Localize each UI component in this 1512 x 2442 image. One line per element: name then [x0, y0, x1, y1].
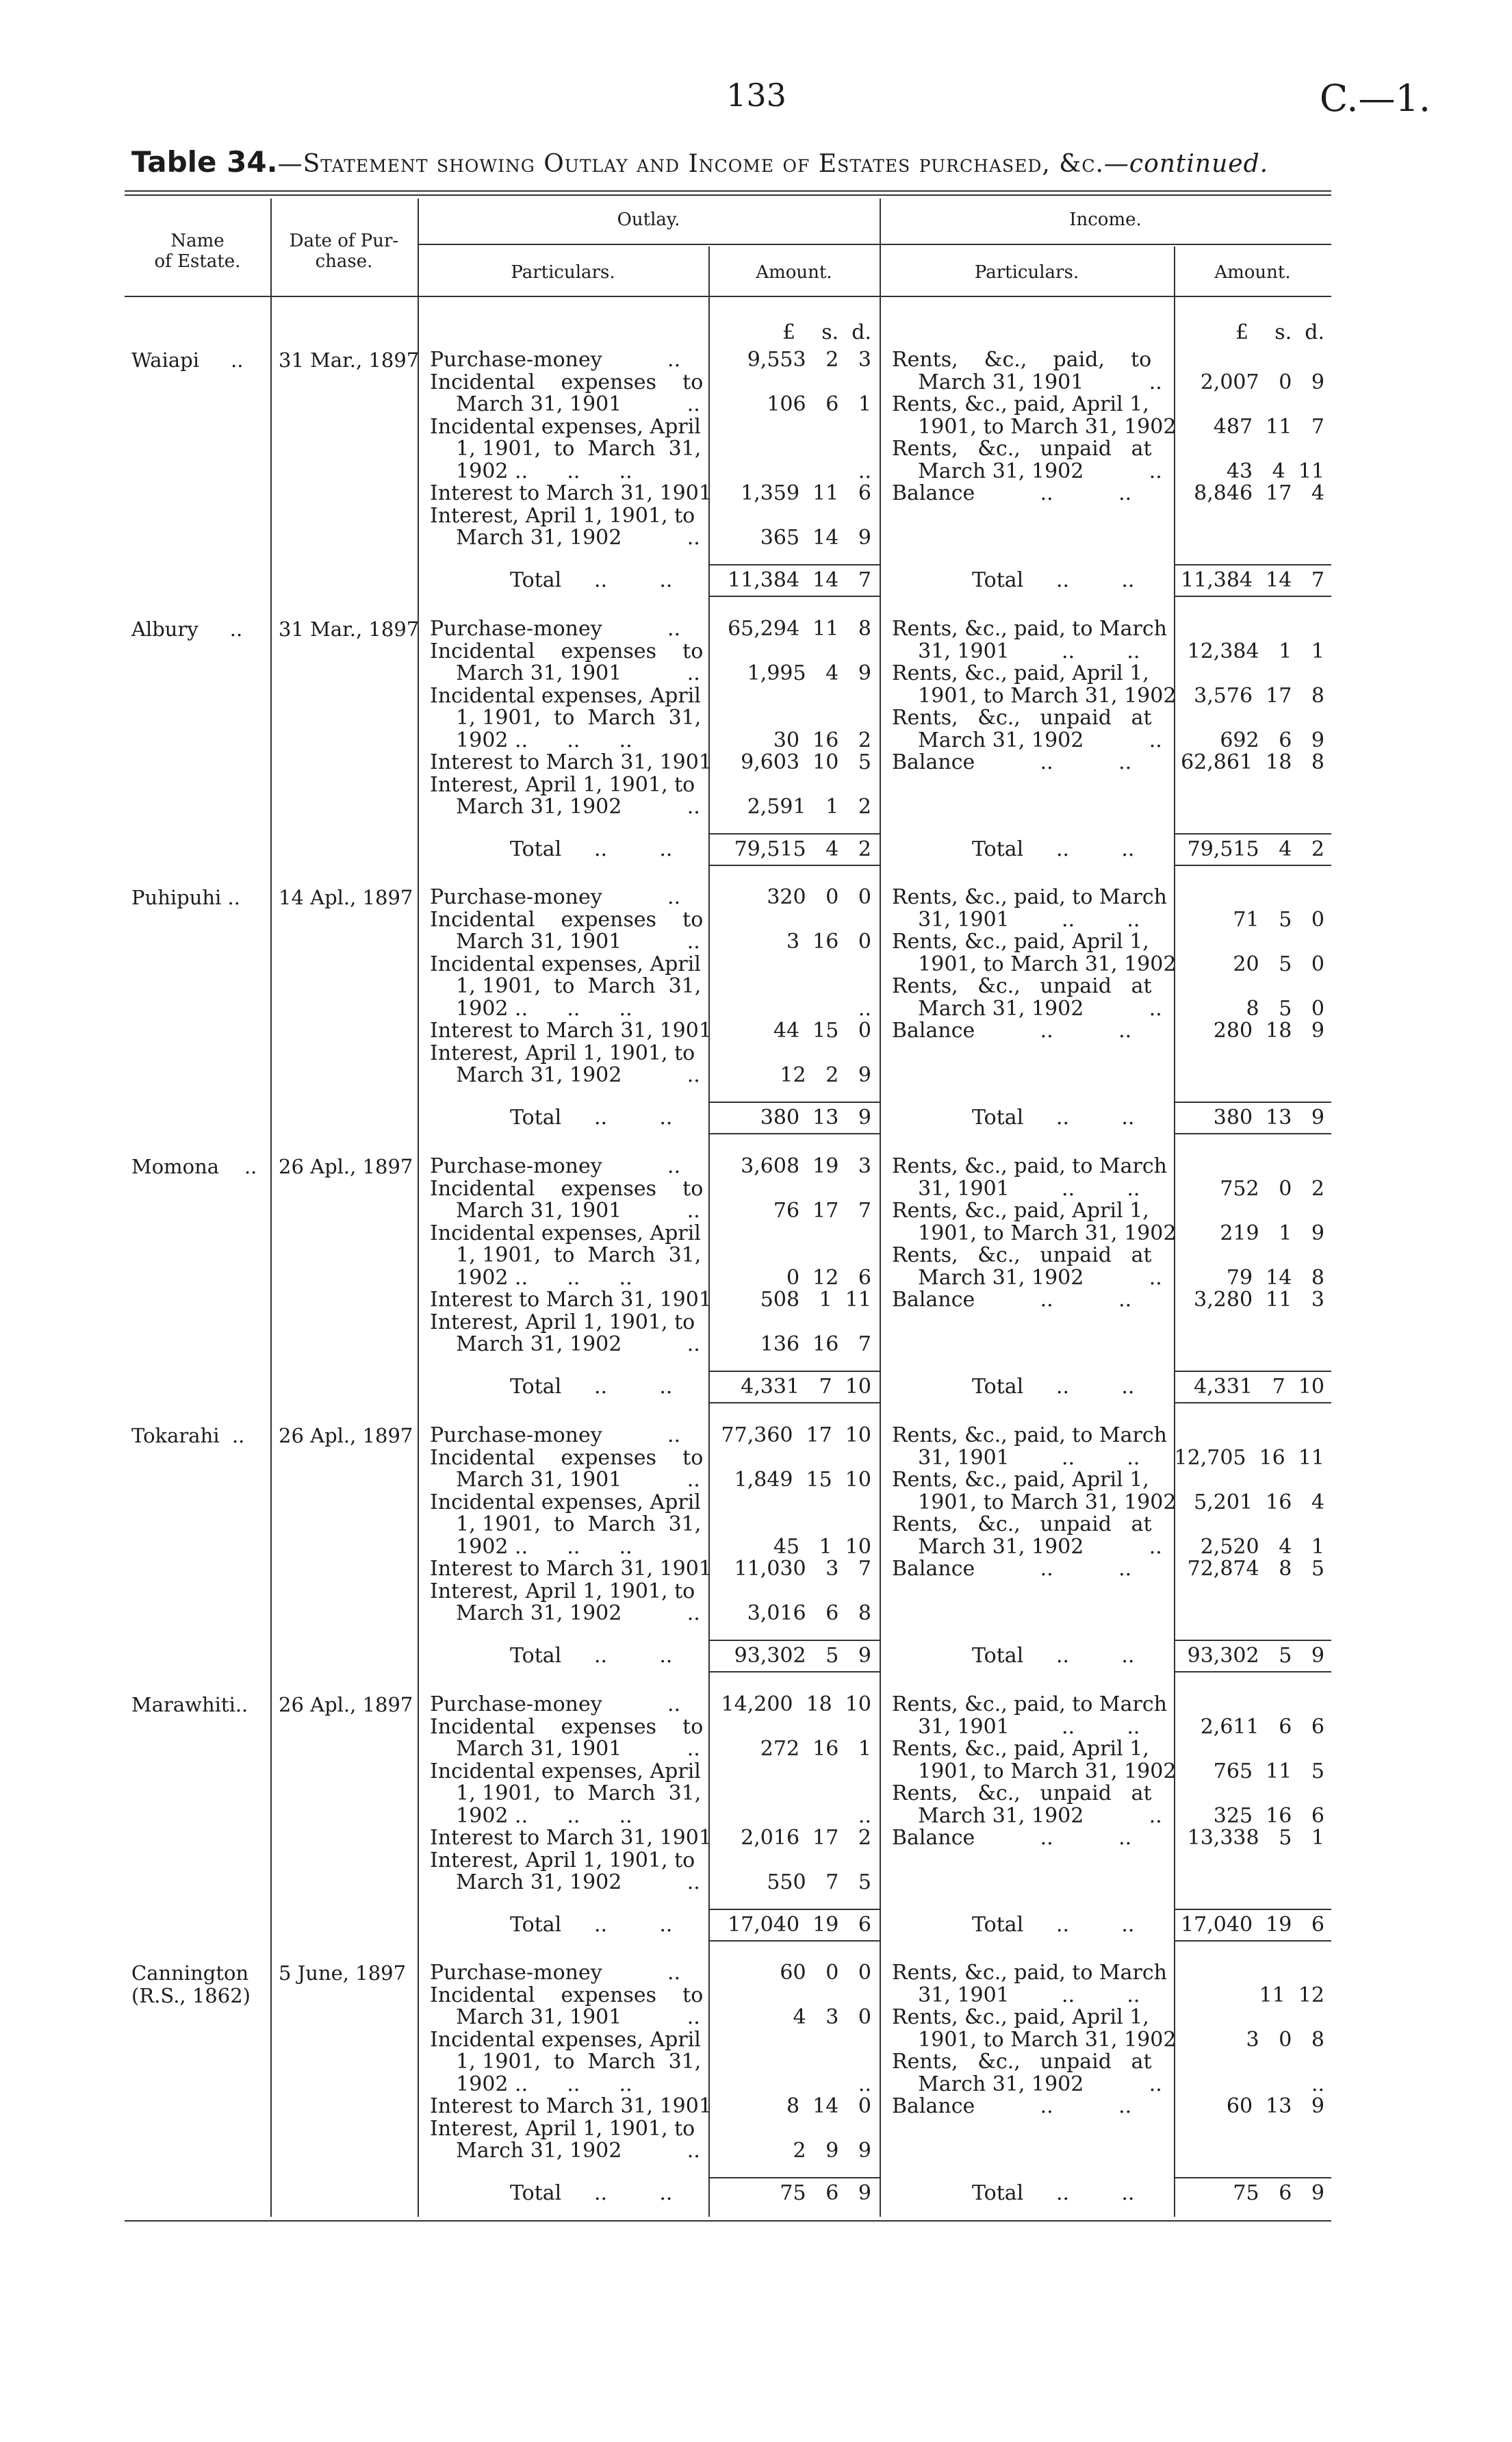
outlay-amount-units: £ s. d. [782, 320, 871, 344]
estate-name: Albury .. [131, 618, 243, 641]
estate-name: Tokarahi .. [131, 1424, 245, 1447]
outlay-amounts: 320 0 0 3 16 0 .. 44 15 0 12 2 9 [767, 885, 871, 1087]
outlay-amounts: 77,360 17 10 1,849 15 10 45 1 10 11,030 3 7 3,016 6 8 [721, 1423, 871, 1625]
table-continued: —continued. [1103, 150, 1269, 178]
table-statement: Statement showing Outlay and Income of Estates purchased, &c. [303, 150, 1104, 178]
income-total-amount: 17,040 19 6 [1181, 1913, 1324, 1937]
header-outlay-amount: Amount. [756, 262, 832, 283]
outlay-total-rule [708, 1371, 880, 1372]
table-title [131, 145, 1268, 179]
header-bottom-rule [125, 296, 1331, 297]
estate-name: Marawhiti.. [131, 1693, 248, 1716]
outlay-total-amount: 17,040 19 6 [728, 1913, 871, 1937]
outlay-total-amount: 380 13 9 [760, 1106, 871, 1130]
outlay-amounts: 9,553 2 3 106 6 1 .. 1,359 11 6 365 14 9 [741, 348, 871, 550]
income-amounts: 11 12 3 0 8 .. 60 13 9 [1226, 1983, 1324, 2118]
outlay-total-amount: 79,515 4 2 [734, 837, 871, 861]
document-reference: C.—1. [1319, 77, 1431, 120]
income-amounts: 12,705 16 11 5,201 16 4 2,520 4 1 72,874 8 5 [1174, 1445, 1324, 1581]
income-total-label: Total .. .. [972, 1375, 1135, 1399]
table-number: Table 34. [131, 145, 278, 179]
income-total-rule [1174, 1640, 1331, 1641]
income-amounts: 752 0 2 219 1 9 79 14 8 3,280 11 3 [1194, 1176, 1324, 1312]
purchase-date: 31 Mar., 1897 [279, 618, 420, 641]
outlay-particulars: Purchase-money .. Incidental expenses to March 31, 1901 .. Incidental expenses, April 1, 1901, to March 31, 1902 .. .. .. Interest to March 31, 1901 Interest, April 1, 1901, to March 31, 1902 .. [430, 348, 712, 550]
page-number: 133 [726, 77, 786, 114]
purchase-date: 26 Apl., 1897 [279, 1424, 413, 1447]
outlay-particulars: Purchase-money .. Incidental expenses to March 31, 1901 .. Incidental expenses, April 1, 1901, to March 31, 1902 .. .. .. Interest to March 31, 1901 Interest, April 1, 1901, to March 31, 1902 .. [430, 1423, 712, 1625]
header-name-of-estate: Name of Estate. [154, 231, 241, 272]
income-total-rule [1174, 1371, 1331, 1372]
estate-name: Waiapi .. [131, 348, 244, 372]
header-date-of-purchase: Date of Pur- chase. [289, 231, 399, 272]
outlay-total-amount: 11,384 14 7 [728, 568, 871, 592]
income-total-amount: 380 13 9 [1213, 1106, 1324, 1130]
outlay-total-label: Total .. .. [510, 1375, 673, 1399]
income-amounts: 2,611 6 6 765 11 5 325 16 6 13,338 5 1 [1187, 1714, 1324, 1850]
outlay-amounts: 3,608 19 3 76 17 7 0 12 6 508 1 11 136 16 7 [741, 1154, 871, 1356]
income-total-label: Total .. .. [972, 2181, 1135, 2205]
income-amounts: 2,007 0 9 487 11 7 43 4 11 8,846 17 4 [1194, 370, 1324, 505]
purchase-date: 5 June, 1897 [279, 1961, 407, 1985]
purchase-date: 14 Apl., 1897 [279, 886, 413, 909]
outlay-particulars: Purchase-money .. Incidental expenses to March 31, 1901 .. Incidental expenses, April 1, 1901, to March 31, 1902 .. .. .. Interest to March 31, 1901 Interest, April 1, 1901, to March 31, 1902 .. [430, 1692, 712, 1894]
header-group-rule [418, 244, 1331, 245]
outlay-particulars: Purchase-money .. Incidental expenses to March 31, 1901 .. Incidental expenses, April 1, 1901, to March 31, 1902 .. .. .. Interest to March 31, 1901 Interest, April 1, 1901, to March 31, 1902 .. [430, 1961, 712, 2163]
income-total-underline [1174, 865, 1331, 866]
outlay-total-label: Total .. .. [510, 568, 673, 592]
income-total-label: Total .. .. [972, 568, 1135, 592]
purchase-date: 26 Apl., 1897 [279, 1693, 413, 1716]
income-total-rule [1174, 833, 1331, 835]
outlay-total-underline [708, 596, 880, 597]
income-total-rule [1174, 564, 1331, 565]
income-total-amount: 75 6 9 [1233, 2181, 1324, 2205]
outlay-total-amount: 93,302 5 9 [734, 1644, 871, 1668]
column-divider-outlay-amount [880, 199, 881, 2217]
outlay-amounts: 65,294 11 8 1,995 4 9 30 16 2 9,603 10 5 2,591 1 2 [728, 617, 871, 819]
income-total-label: Total .. .. [972, 1644, 1135, 1668]
outlay-total-label: Total .. .. [510, 1913, 673, 1937]
outlay-total-underline [708, 1940, 880, 1942]
table-bottom-rule [125, 2220, 1331, 2222]
title-dash: — [277, 150, 303, 178]
outlay-total-underline [708, 1402, 880, 1403]
header-income-amount: Amount. [1214, 262, 1291, 283]
outlay-total-underline [708, 1671, 880, 1672]
income-amount-units: £ s. d. [1235, 320, 1324, 344]
outlay-amounts: 14,200 18 10 272 16 1 .. 2,016 17 2 550 7 5 [721, 1692, 871, 1894]
income-total-underline [1174, 1133, 1331, 1134]
column-divider-date [418, 199, 419, 2217]
outlay-total-underline [708, 1133, 880, 1134]
outlay-total-rule [708, 564, 880, 565]
outlay-particulars: Purchase-money .. Incidental expenses to March 31, 1901 .. Incidental expenses, April 1, 1901, to March 31, 1902 .. .. .. Interest to March 31, 1901 Interest, April 1, 1901, to March 31, 1902 .. [430, 617, 712, 819]
income-total-label: Total .. .. [972, 1106, 1135, 1130]
purchase-date: 26 Apl., 1897 [279, 1155, 413, 1178]
header-income: Income. [1069, 209, 1142, 230]
income-total-label: Total .. .. [972, 837, 1135, 861]
income-total-amount: 4,331 7 10 [1194, 1375, 1324, 1399]
income-particulars: Rents, &c., paid, to March 31, 1901 .. Rents, &c., paid, April 1, 1901, to March 31, 1902 Rents, &c., unpaid at March 31, 1902 .. Balance .. .. [892, 348, 1177, 505]
income-amounts: 12,384 1 1 3,576 17 8 692 6 9 62,861 18 8 [1181, 639, 1324, 774]
header-income-particulars: Particulars. [974, 262, 1079, 283]
outlay-particulars: Purchase-money .. Incidental expenses to March 31, 1901 .. Incidental expenses, April 1, 1901, to March 31, 1902 .. .. .. Interest to March 31, 1901 Interest, April 1, 1901, to March 31, 1902 .. [430, 1154, 712, 1356]
outlay-total-rule [708, 2177, 880, 2178]
income-total-amount: 93,302 5 9 [1187, 1644, 1324, 1668]
table-top-rule [125, 190, 1331, 192]
income-total-underline [1174, 1402, 1331, 1403]
income-particulars: Rents, &c., paid, to March 31, 1901 .. .. Rents, &c., paid, April 1, 1901, to March 31, 1902 Rents, &c., unpaid at March 31, 1902 .. Balance .. .. [892, 885, 1177, 1043]
outlay-amounts: 60 0 0 4 3 0 .. 8 14 0 2 9 9 [780, 1961, 871, 2163]
outlay-total-rule [708, 833, 880, 835]
income-total-amount: 11,384 14 7 [1181, 568, 1324, 592]
income-particulars: Rents, &c., paid, to March 31, 1901 .. .. Rents, &c., paid, April 1, 1901, to March 31, 1902 Rents, &c., unpaid at March 31, 1902 .. Balance .. .. [892, 617, 1177, 774]
income-particulars: Rents, &c., paid, to March 31, 1901 .. .. Rents, &c., paid, April 1, 1901, to March 31, 1902 Rents, &c., unpaid at March 31, 1902 .. Balance .. .. [892, 1154, 1177, 1312]
income-total-underline [1174, 1671, 1331, 1672]
income-total-underline [1174, 1940, 1331, 1942]
income-particulars: Rents, &c., paid, to March 31, 1901 .. .. Rents, &c., paid, April 1, 1901, to March 31, 1902 Rents, &c., unpaid at March 31, 1902 .. Balance .. .. [892, 1692, 1177, 1850]
estate-name: Momona .. [131, 1155, 257, 1178]
header-outlay-particulars: Particulars. [511, 262, 615, 283]
income-amounts: 71 5 0 20 5 0 8 5 0 280 18 9 [1213, 907, 1324, 1043]
income-total-label: Total .. .. [972, 1913, 1135, 1937]
income-particulars: Rents, &c., paid, to March 31, 1901 .. .. Rents, &c., paid, April 1, 1901, to March 31, 1902 Rents, &c., unpaid at March 31, 1902 .. Balance .. .. [892, 1961, 1177, 2118]
income-total-amount: 79,515 4 2 [1187, 837, 1324, 861]
estate-name: Puhipuhi .. [131, 886, 240, 909]
table-top-rule-inner [125, 194, 1331, 196]
outlay-particulars: Purchase-money .. Incidental expenses to March 31, 1901 .. Incidental expenses, April 1, 1901, to March 31, 1902 .. .. .. Interest to March 31, 1901 Interest, April 1, 1901, to March 31, 1902 .. [430, 885, 712, 1087]
income-total-underline [1174, 596, 1331, 597]
outlay-total-amount: 4,331 7 10 [741, 1375, 871, 1399]
income-total-rule [1174, 2177, 1331, 2178]
outlay-total-amount: 75 6 9 [780, 2181, 871, 2205]
header-outlay: Outlay. [617, 209, 680, 230]
outlay-total-rule [708, 1102, 880, 1103]
outlay-total-label: Total .. .. [510, 2181, 673, 2205]
purchase-date: 31 Mar., 1897 [279, 348, 420, 372]
income-total-rule [1174, 1102, 1331, 1103]
income-total-rule [1174, 1909, 1331, 1910]
outlay-total-underline [708, 865, 880, 866]
income-particulars: Rents, &c., paid, to March 31, 1901 .. .. Rents, &c., paid, April 1, 1901, to March 31, 1902 Rents, &c., unpaid at March 31, 1902 .. Balance .. .. [892, 1423, 1177, 1581]
estate-name: Cannington (R.S., 1862) [131, 1961, 251, 2007]
outlay-total-label: Total .. .. [510, 1106, 673, 1130]
outlay-total-label: Total .. .. [510, 1644, 673, 1668]
outlay-total-rule [708, 1640, 880, 1641]
column-divider-name [270, 199, 272, 2217]
outlay-total-rule [708, 1909, 880, 1910]
outlay-total-label: Total .. .. [510, 837, 673, 861]
